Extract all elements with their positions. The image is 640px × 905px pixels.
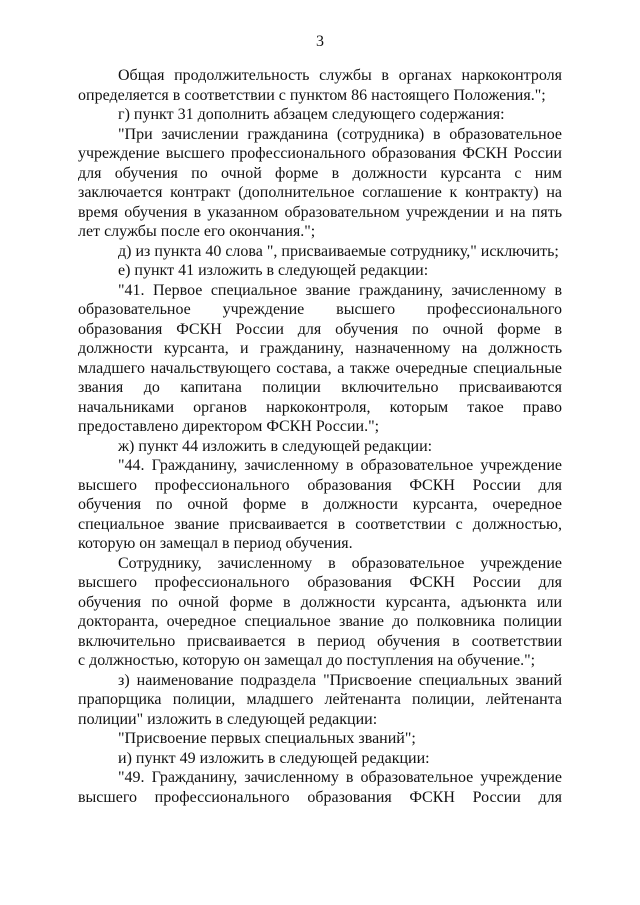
text-line: прапорщика полиции, младшего лейтенанта полиции, лейтенанта xyxy=(78,691,562,708)
text-line: Сотруднику, зачисленному в образовательное учреждение xyxy=(118,554,562,572)
text-line: полиции" изложить в следующей редакции: xyxy=(78,710,378,728)
text-line: докторанта, очередное специальное звание до полковника полиции xyxy=(78,613,562,630)
text-line: лет службы после его окончания."; xyxy=(78,223,316,240)
text-line: время обучения в указанном образовательном учреждении и на пять xyxy=(78,203,562,221)
text-line: с должностью, которую он замещал до поступления на обучение."; xyxy=(78,652,536,669)
text-line: д) из пункта 40 слова ", присваиваемые сотруднику," исключить; xyxy=(118,242,559,260)
text-line: младшего начальствующего состава, а также очередные специальные xyxy=(78,359,562,377)
text-line: включительно присваивается в период обучения в соответствии xyxy=(78,632,562,650)
text-line: и) пункт 49 изложить в следующей редакции: xyxy=(118,749,430,767)
document-body xyxy=(78,66,562,807)
text-line: учреждение высшего профессионального образования ФСКН России xyxy=(78,145,562,162)
text-line: обучения по очной форме в должности курсанта, очередное xyxy=(78,496,562,513)
text-line: обучения по очной форме в должности курсанта, адъюнкта или xyxy=(78,593,562,611)
text-line: которую он замещал в период обучения. xyxy=(78,535,353,552)
text-line: е) пункт 41 изложить в следующей редакции: xyxy=(118,262,429,279)
text-line: начальниками органов наркоконтроля, которым такое право xyxy=(78,398,562,416)
page-number: 3 xyxy=(316,33,324,50)
text-line: "49. Гражданину, зачисленному в образовательное учреждение xyxy=(118,769,562,786)
text-line: должности курсанта, и гражданину, назначенному на должность xyxy=(78,340,562,357)
text-line: для обучения по очной форме в должности курсанта с ним xyxy=(78,164,562,182)
text-line: г) пункт 31 дополнить абзацем следующего содержания: xyxy=(118,106,505,123)
text-line: з) наименование подраздела "Присвоение специальных званий xyxy=(118,671,562,689)
text-line: образования ФСКН России для обучения по очной форме в xyxy=(78,320,562,338)
text-line: "41. Первое специальное звание гражданину, зачисленному в xyxy=(118,281,562,299)
text-line: "При зачислении гражданина (сотрудника) в образовательное xyxy=(118,125,562,143)
text-line: образовательное учреждение высшего профессионального xyxy=(78,301,562,318)
text-line: высшего профессионального образования ФСКН России для xyxy=(78,788,562,806)
text-line: высшего профессионального образования ФСКН России для xyxy=(78,476,562,494)
text-line: определяется в соответствии с пунктом 86 настоящего Положения."; xyxy=(78,86,546,104)
text-line: предоставлено директором ФСКН России."; xyxy=(78,418,380,435)
text-line: звания до капитана полиции включительно присваиваются xyxy=(78,379,562,396)
text-line: специальное звание присваивается в соответствии с должностью, xyxy=(78,515,562,533)
text-line: Общая продолжительность службы в органах наркоконтроля xyxy=(118,67,562,84)
text-line: заключается контракт (дополнительное соглашение к контракту) на xyxy=(78,184,562,201)
text-line: высшего профессионального образования ФСКН России для xyxy=(78,574,562,591)
text-line: "44. Гражданину, зачисленному в образовательное учреждение xyxy=(118,457,562,474)
text-line: "Присвоение первых специальных званий"; xyxy=(118,730,416,747)
text-line: ж) пункт 44 изложить в следующей редакции: xyxy=(118,437,433,455)
